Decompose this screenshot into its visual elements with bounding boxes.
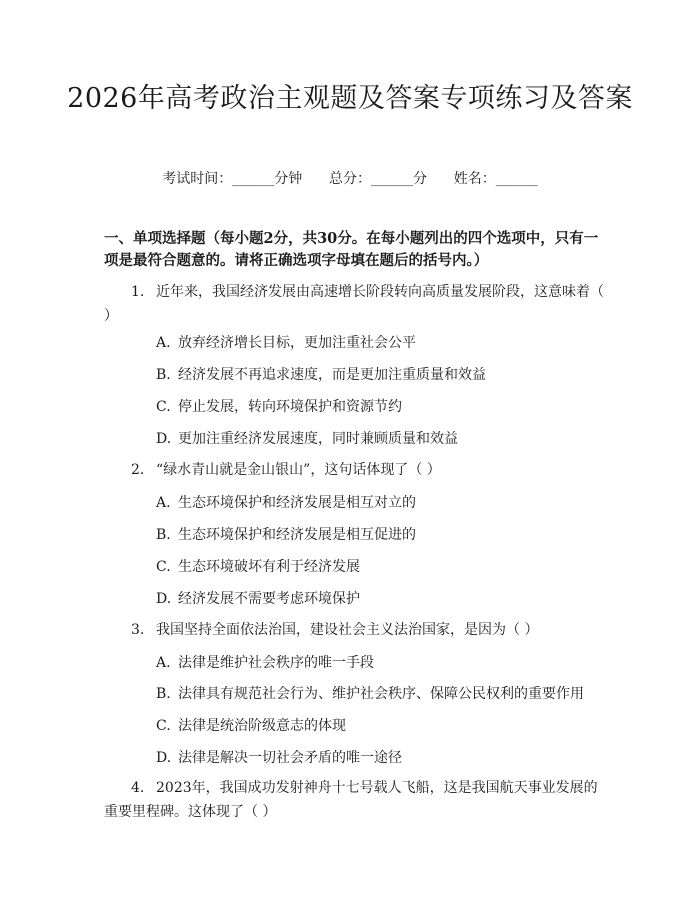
page-title: 2026年高考政治主观题及答案专项练习及答案	[67, 83, 633, 114]
option-letter: A.	[156, 335, 171, 351]
option-letter: B.	[156, 367, 171, 383]
option-letter: B.	[156, 527, 171, 543]
question-2-option-a	[156, 493, 416, 513]
question-number: 1.	[131, 284, 145, 300]
question-1-option-a	[156, 333, 416, 353]
question-text: 2023年，我国成功发射神舟十七号载人飞船，这是我国航天事业发展的重要里程碑。这体现了（ ）	[104, 780, 598, 820]
question-1-option-d	[156, 429, 458, 449]
exam-info-line: 考试时间：______分钟 总分：______分 姓名：______	[162, 171, 538, 187]
question-4	[104, 776, 604, 824]
question-1-option-b	[156, 365, 486, 385]
section-heading: 一、单项选择题（每小题2分，共30分。在每小题列出的四个选项中，只有一项是最符合题意的。请将正确选项字母填在题后的括号内。）	[104, 230, 599, 269]
option-text: 法律具有规范社会行为、维护社会秩序、保障公民权利的重要作用	[178, 686, 584, 702]
option-letter: D.	[156, 431, 172, 447]
question-3-option-c	[156, 716, 346, 736]
question-number: 3.	[131, 622, 145, 638]
option-text: 生态环境保护和经济发展是相互对立的	[178, 495, 416, 511]
question-1-option-c	[156, 397, 402, 417]
option-letter: C.	[156, 399, 171, 415]
option-text: 生态环境保护和经济发展是相互促进的	[178, 527, 416, 543]
option-letter: B.	[156, 686, 171, 702]
question-3-option-b	[156, 684, 584, 704]
question-3-option-a	[156, 653, 374, 673]
question-1	[104, 280, 604, 328]
option-text: 经济发展不需要考虑环境保护	[178, 591, 360, 607]
option-text: 经济发展不再追求速度，而是更加注重质量和效益	[178, 367, 486, 383]
question-text: 我国坚持全面依法治国，建设社会主义法治国家，是因为（ ）	[156, 622, 539, 638]
option-text: 法律是维护社会秩序的唯一手段	[178, 655, 374, 671]
question-2-option-d	[156, 589, 360, 609]
option-text: 更加注重经济发展速度，同时兼顾质量和效益	[178, 431, 458, 447]
question-number: 4.	[131, 780, 145, 796]
option-letter: A.	[156, 495, 171, 511]
question-text: “绿水青山就是金山银山”，这句话体现了（ ）	[156, 462, 441, 478]
question-number: 2.	[131, 462, 145, 478]
option-letter: D.	[156, 591, 172, 607]
option-text: 法律是解决一切社会矛盾的唯一途径	[178, 750, 402, 766]
option-text: 生态环境破坏有利于经济发展	[178, 559, 360, 575]
question-3-option-d	[156, 748, 402, 768]
option-letter: C.	[156, 559, 171, 575]
question-2	[104, 458, 604, 482]
question-3	[104, 618, 604, 642]
option-letter: D.	[156, 750, 172, 766]
option-text: 放弃经济增长目标，更加注重社会公平	[178, 335, 416, 351]
option-text: 法律是统治阶级意志的体现	[178, 718, 346, 734]
option-text: 停止发展，转向环境保护和资源节约	[178, 399, 402, 415]
option-letter: C.	[156, 718, 171, 734]
question-text: 近年来，我国经济发展由高速增长阶段转向高质量发展阶段，这意味着（ ）	[104, 284, 604, 324]
question-2-option-c	[156, 557, 360, 577]
question-2-option-b	[156, 525, 416, 545]
option-letter: A.	[156, 655, 171, 671]
